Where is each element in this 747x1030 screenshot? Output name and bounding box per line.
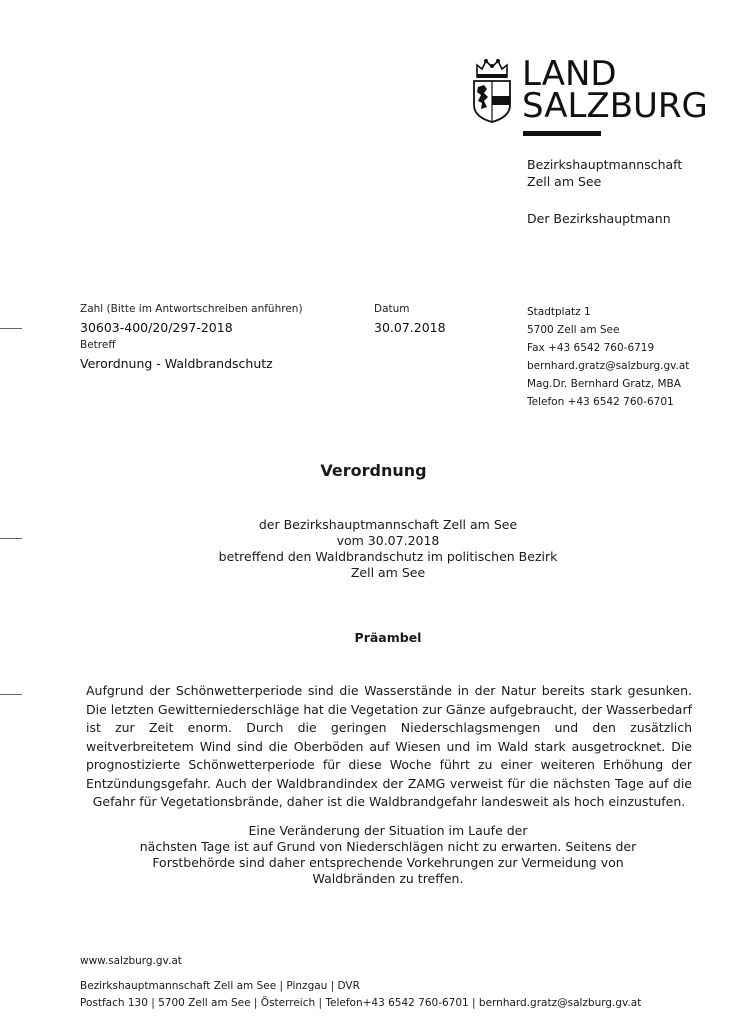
paragraph-line: Eine Veränderung der Situation im Laufe der xyxy=(248,823,528,838)
datum-value: 30.07.2018 xyxy=(374,320,446,335)
contact-street: Stadtplatz 1 xyxy=(527,306,591,318)
contact-block xyxy=(527,303,689,411)
contact-city: 5700 Zell am See xyxy=(527,324,620,336)
fold-mark xyxy=(0,328,22,329)
fold-mark xyxy=(0,694,22,695)
footer-line-1: Bezirkshauptmannschaft Zell am See | Pinzgau | DVR xyxy=(80,980,360,992)
contact-name: Mag.Dr. Bernhard Gratz, MBA xyxy=(527,378,681,390)
salzburg-coat-of-arms-icon xyxy=(472,57,512,123)
fold-mark xyxy=(0,538,22,539)
betreff-label: Betreff xyxy=(80,339,116,351)
zahl-value: 30603-400/20/297-2018 xyxy=(80,320,233,335)
betreff-value: Verordnung - Waldbrandschutz xyxy=(80,356,273,371)
paragraph-line: Waldbränden zu treffen. xyxy=(312,871,464,886)
footer-line-2: Postfach 130 | 5700 Zell am See | Österreich | Telefon+43 6542 760-6701 | bernhard.gratz@salzburg.gv.at xyxy=(80,997,642,1009)
brand-line-1: LAND xyxy=(522,54,617,94)
contact-email[interactable]: bernhard.gratz@salzburg.gv.at xyxy=(527,360,690,372)
subtitle-line: vom 30.07.2018 xyxy=(336,533,440,548)
paragraph-line: nächsten Tage ist auf Grund von Niederschlägen nicht zu erwarten. Seitens der xyxy=(139,839,637,854)
contact-phone: Telefon +43 6542 760-6701 xyxy=(527,396,674,408)
authority-head: Der Bezirkshauptmann xyxy=(527,211,671,226)
footer-website-link[interactable]: www.salzburg.gv.at xyxy=(80,955,182,967)
authority-line-2: Zell am See xyxy=(527,174,602,189)
brand-wordmark xyxy=(522,54,708,126)
contact-fax: Fax +43 6542 760-6719 xyxy=(527,342,655,354)
authority-line-1: Bezirkshauptmannschaft xyxy=(527,157,683,172)
subtitle-line: betreffend den Waldbrandschutz im politischen Bezirk xyxy=(218,549,558,564)
subtitle-line: der Bezirkshauptmannschaft Zell am See xyxy=(258,517,518,532)
preamble-paragraph: Aufgrund der Schönwetterperiode sind die Wasserstände in der Natur bereits stark gesunken. Die letzten Gewitterniederschläge hat die Vegetation zur Gänze aufgebraucht, der Wasserbedarf ist zur Zeit enorm. Durch die geringen Niederschlagsmengen und den zusätzlich weitverbreitetem Wind sind die Oberböden auf Wiesen und im Wald stark ausgetrocknet. Die prognostizierte Schönwetterperiode für diese Woche führt zu einer weiteren Erhöhung der Entzündungsgefahr. Auch der Waldbrandindex der ZAMG verweist für die nächsten Tage auf die Gefahr für Vegetationsbrände, daher ist die Waldbrandgefahr landesweit als hoch einzustufen. xyxy=(86,683,692,809)
section-heading: Präambel xyxy=(354,630,422,645)
authority-name xyxy=(527,156,682,190)
document-subtitle xyxy=(180,517,596,581)
subtitle-line: Zell am See xyxy=(350,565,426,580)
brand-underline xyxy=(523,131,601,136)
paragraph-line: Forstbehörde sind daher entsprechende Vorkehrungen zur Vermeidung von xyxy=(152,855,624,870)
preamble-paragraph-2 xyxy=(120,823,656,887)
brand-line-2: SALZBURG xyxy=(522,86,708,126)
zahl-label: Zahl (Bitte im Antwortschreiben anführen) xyxy=(80,303,303,315)
document-title: Verordnung xyxy=(320,461,427,480)
datum-label: Datum xyxy=(374,303,410,315)
